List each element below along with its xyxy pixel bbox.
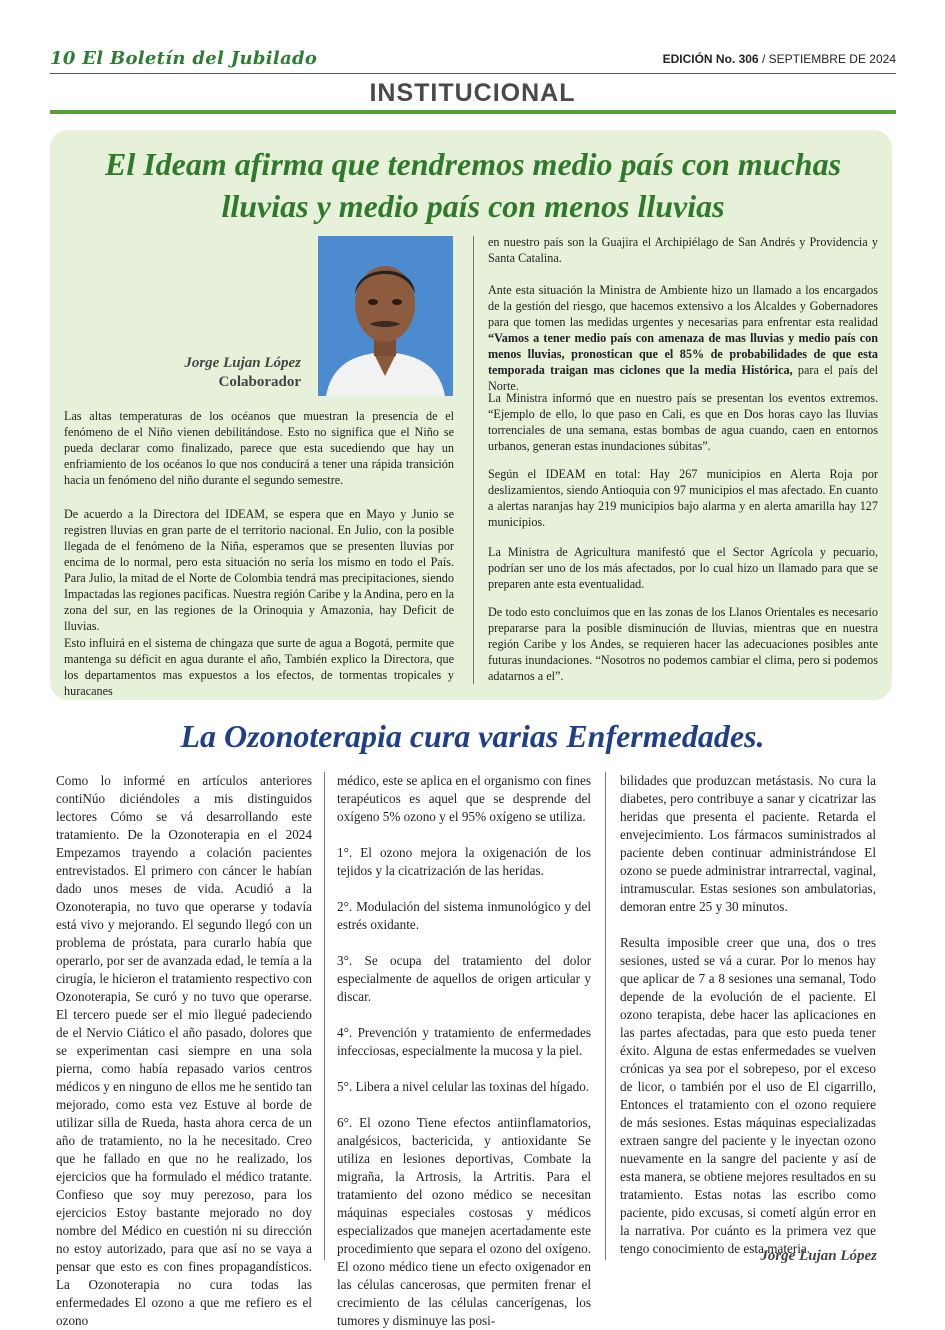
- article2-paragraph: Resulta imposible creer que una, dos o tres sesiones, usted se vá a curar. Por lo menos hay que aplicar de 7 a 8 sesiones una semanal, Todo depende de la evolución de el paciente. El ozono terapista, debe hacer las aplicaciones en las partes afectadas, para que esto pueda tener éxito. Alguna de estas enfermedades se vuelven crónicas ya sea por el sobrepeso, por el exceso de licor, o también por el uso de El cigarrillo, Entonces el tratamiento con el ozono requiere de más sesiones. Estas máquinas especializadas extraen sangre del paciente y le inyectan ozono nuevamente en la sangre del paciente y así de esta manera, se obtiene mejores resultados en su tratamiento. Estas notas las escribo como paciente, pido excusas, si cometí algún error en la narrativa. Por cuánto es la primera vez que tengo conocimiento de esta materia.: [620, 935, 876, 1256]
- article2-paragraph: 6°. El ozono Tiene efectos antiinflamatorios, analgésicos, bactericida, y antioxidante Se utiliza en lesiones deportivas, Combate la migraña, la Artrosis, la Artritis. Para el tratamiento del ozono médico se necesitan máquinas especiales costosas y médicos especializados que manejen acertadamente este procedimiento que separa el ozono del oxígeno. El ozono médico tiene un efecto oxigenador en las células cancerosas, que permiten frenar el crecimiento de las células cancerígenas, los tumores y disminuye las posi-: [337, 1115, 591, 1328]
- article1-paragraph: en nuestro país son la Guajira el Archipiélago de San Andrés y Providencia y Santa Catalina.: [488, 235, 878, 265]
- column-divider: [473, 236, 474, 684]
- article1-paragraph: Esto influirá en el sistema de chingaza que surte de agua a Bogotá, permite que mantenga su déficit en agua durante el año, También explico la Directora, que los departamentos mas expuestos a los efectos, de tormentas tropicales y huracanes: [64, 636, 454, 698]
- article2-column-2: [337, 772, 591, 1330]
- edition-number: EDICIÓN No. 306: [662, 52, 759, 66]
- author-name: Jorge Lujan López: [184, 355, 301, 371]
- article2-paragraph: 1°. El ozono mejora la oxigenación de los tejidos y la cicatrización de las heridas.: [337, 845, 591, 878]
- article1-title: El Ideam afirma que tendremos medio país con muchas lluvias y medio país con menos lluvias: [104, 146, 842, 224]
- column-divider: [605, 772, 606, 1260]
- article2-title: La Ozonoterapia cura varias Enfermedades.: [180, 718, 765, 754]
- article1-paragraph-highlight: [488, 282, 878, 394]
- article1-paragraph: Las altas temperaturas de los océanos que muestran la presencia de el fenómeno de el Niño vienen debilitándose. Esto no significa que el Niño se pueda declarar como finalizado, parece que esta sucediendo que hay un enfriamiento de los océanos lo que nos conducirá a tener una rápida transición hacia un fenómeno del niño durante el segundo semestre.: [64, 409, 454, 487]
- article1-paragraph: Según el IDEAM en total: Hay 267 municipios en Alerta Roja por deslizamientos, siendo Antioquia con 97 municipios el mas afectado. En cuanto a alertas naranjas hay 219 municipios bajo alarma y en alerta amarilla hay 127 municipios.: [488, 467, 878, 529]
- author-photo: [318, 236, 453, 396]
- paragraph-text: para el país del Norte.: [488, 363, 878, 393]
- section-rule: [50, 110, 896, 114]
- column-divider: [324, 772, 325, 1260]
- paragraph-text: Ante esta situación la Ministra de Ambiente hizo un llamado a los encargados de la gestión del riesgo, que hacemos extensivo a los Alcaldes y Gobernadores para que tomen las medidas urgentes y necesarias para enfrentar esta realidad: [488, 283, 878, 329]
- author-role: Colaborador: [218, 374, 301, 390]
- article2-paragraph: médico, este se aplica en el organismo con fines terapéuticos es aquel que se desprende del oxígeno 5% ozono y el 95% oxígeno se utiliza.: [337, 773, 591, 824]
- paragraph-quote: “Vamos a tener medio país con amenaza de mas lluvias y medio país con menos lluvias, pronostican que el 85% de probabilidades de que esta temporada traigan mas ciclones que la media Histórica,: [488, 331, 878, 377]
- article2-paragraph: 5°. Libera a nivel celular las toxinas del hígado.: [337, 1079, 590, 1094]
- masthead: 10 El Boletín del Jubilado: [50, 48, 318, 69]
- article2-column-3: [620, 772, 876, 1258]
- portrait-image: [318, 236, 453, 396]
- header-rule: [50, 73, 896, 74]
- article2-column-1: [56, 772, 312, 1330]
- page-header: [50, 46, 896, 74]
- article1-paragraph: De acuerdo a la Directora del IDEAM, se espera que en Mayo y Junio se registren lluvias en gran parte de el territorio nacional. En Julio, con la posible llegada de el fenómeno de la Niña, esperamos que se presenten lluvias por encima de lo normal, pero esta situación no sería los mismo en todo el País. Para Julio, la mitad de el Norte de Colombia tendrá mas precipitaciones, siendo Impactadas las regiones pacificas. Nuestra región Caribe y la Andina, pero en la zona del sur, en las regiones de la Orinoquia y Amazonia, hay Deficit de lluvias.: [64, 507, 454, 633]
- article2-paragraph: 4°. Prevención y tratamiento de enfermedades infecciosas, especialmente la mucosa y la piel.: [337, 1025, 591, 1058]
- article2-paragraph: 2°. Modulación del sistema inmunológico y del estrés oxidante.: [337, 899, 591, 932]
- edition-info: [663, 52, 896, 66]
- article1-paragraph: La Ministra informó que en nuestro país se presentan los eventos extremos. “Ejemplo de ello, lo que paso en Cali, es que en Dos horas cayo las lluvias torrenciales de una semana, estas bombas de agua cuando, caen en entornos urbanos, generan estas inundaciones súbitas”.: [488, 391, 878, 453]
- section-title: INSTITUCIONAL: [369, 79, 576, 107]
- article2-signature: Jorge Lujan López: [760, 1248, 877, 1264]
- article1-paragraph: La Ministra de Agricultura manifestó que el Sector Agrícola y pecuario, podrían ser uno de los más afectados, por lo cual hizo un llamado para que se preparen ante esta eventualidad.: [488, 545, 878, 591]
- article2-paragraph: 3°. Se ocupa del tratamiento del dolor especialmente de aquellos de origen articular y discar.: [337, 953, 591, 1004]
- edition-date: / SEPTIEMBRE DE 2024: [758, 52, 896, 66]
- article2-paragraph: bilidades que produzcan metástasis. No cura la diabetes, pero contribuye a sanar y cicatrizar las heridas que presenta el paciente. Retarda el envejecimiento. Los fármacos suministrados al paciente deben continuar administrándose El ozono se puede administrar intrarrectal, vaginal, intramuscular. Estas sesiones son ambulatorias, demoran entre 25 y 30 minutos.: [620, 773, 876, 914]
- article2-paragraph: Como lo informé en artículos anteriores contiNúo diciéndoles a mis distinguidos lectores Cómo se vá desarrollando este tratamiento. De la Ozonoterapia en el 2024 Empezamos trayendo a colación pacientes entrevistados. El primero con cáncer le habían dado unos meses de vida. Acudió a la Ozonoterapia, no tuvo que operarse y todavía está vivo y mejorando. El segundo llegó con un problema de próstata, para curarlo había que operarlo, por ser de avanzada edad, le temía a la cirugía, le hicieron el tratamiento respectivo con Ozonoterapia, Se curó y no tuvo que operarse. El tercero puede ser el mio llegué padeciendo de el Nervio Ciático el año pasado, dolores que se experimentan casi siempre en una sola pierna, como había repasado varios centros médicos y en ninguno de ellos me he sentido tan mejorado, como esta vez Estuve al borde de utilizar silla de Rueda, hasta ahora cerca de un año de tratamiento, no la he necesitado. Creo que he fallado en que no he realizado, los ejercicios que ha formulado el médico tratante. Confieso que soy muy perezoso, para los ejercicios Estoy bastante mejorado no doy nombre del Médico en cuestión ni su dirección no estoy autorizado, para que así no se vaya a pensar que esto es con fines propagandísticos. La Ozonoterapia no cura todas las enfermedades El ozono a que me refiero es el ozono: [56, 773, 313, 1328]
- article1-paragraph: De todo esto concluimos que en las zonas de los Llanos Orientales es necesario prepararse para la posible disminución de lluvias, mientras que en nuestra región Caribe y los Andes, se requieren hacer las adecuaciones posibles ante futuras inundaciones. “Nosotros no podemos cambiar el clima, pero si podemos adatarnos a el”.: [488, 605, 878, 683]
